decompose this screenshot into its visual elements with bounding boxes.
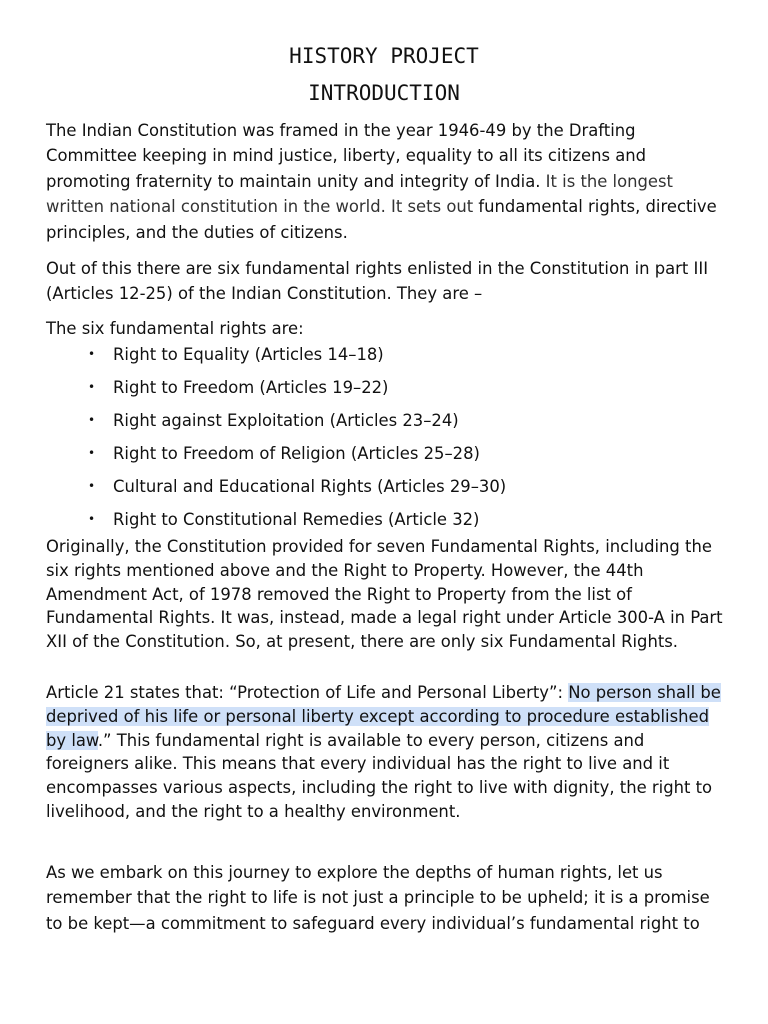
list-item-text: Right to Constitutional Remedies (Article 32)	[113, 510, 480, 529]
bullet-icon: •	[88, 446, 96, 460]
section-heading: INTRODUCTION	[308, 81, 460, 105]
rights-list	[88, 342, 506, 540]
rights-list-intro: The six fundamental rights are:	[46, 319, 304, 338]
article-21-paragraph	[46, 681, 726, 824]
fundamental-rights-paragraph: Out of this there are six fundamental rights enlisted in the Constitution in part III (Articles 12-25) of the Indian Constitution. They are –	[46, 259, 709, 304]
document-title: HISTORY PROJECT	[289, 44, 479, 68]
intro-text-part-2: It is the longest written national constitution in the world. It sets out	[46, 171, 673, 217]
bullet-icon: •	[88, 512, 96, 526]
article-21-explanation: .” This fundamental right is available to every person, citizens and foreigners alike. This means that every individual has the right to live and it encompasses various aspects, including the right to live with dignity, the right to livelihood, and the right to a healthy environment.	[46, 730, 713, 821]
intro-text-part-1: The Indian Constitution was framed in the year 1946-49 by the Drafting Committee keeping in mind justice, liberty, equality to all its citizens and promoting fraternity to maintain unity and integrity of India.	[46, 121, 647, 191]
bullet-icon: •	[88, 413, 96, 427]
bullet-icon: •	[88, 380, 96, 394]
list-item-text: Cultural and Educational Rights (Articles 29–30)	[113, 477, 507, 496]
list-item	[88, 441, 506, 474]
list-item	[88, 408, 506, 441]
list-item	[88, 375, 506, 408]
list-item	[88, 474, 506, 507]
intro-text-part-3: fundamental rights, directive principles, and the duties of citizens.	[46, 197, 717, 242]
list-item-text: Right against Exploitation (Articles 23–24)	[113, 411, 459, 430]
article-21-intro: Article 21 states that: “Protection of Life and Personal Liberty”:	[46, 683, 569, 702]
list-item	[88, 342, 506, 375]
list-item-text: Right to Freedom of Religion (Articles 25–28)	[113, 444, 480, 463]
intro-paragraph	[46, 118, 726, 245]
closing-paragraph: As we embark on this journey to explore the depths of human rights, let us remember that the right to life is not just a principle to be upheld; it is a promise to be kept—a commitment to safeguard every individual’s fundamental right to	[46, 863, 710, 933]
list-item-text: Right to Equality (Articles 14–18)	[113, 345, 384, 364]
list-item-text: Right to Freedom (Articles 19–22)	[113, 378, 389, 397]
bullet-icon: •	[88, 479, 96, 493]
highlighted-text[interactable]: No person shall be deprived of his life or personal liberty except according to procedure established by law	[46, 683, 721, 750]
right-to-property-paragraph: Originally, the Constitution provided for seven Fundamental Rights, including the six rights mentioned above and the Right to Property. However, the 44th Amendment Act, of 1978 removed the Right to Property from the list of Fundamental Rights. It was, instead, made a legal right under Article 300-A in Part XII of the Constitution. So, at present, there are only six Fundamental Rights.	[46, 537, 723, 652]
bullet-icon: •	[88, 347, 96, 361]
